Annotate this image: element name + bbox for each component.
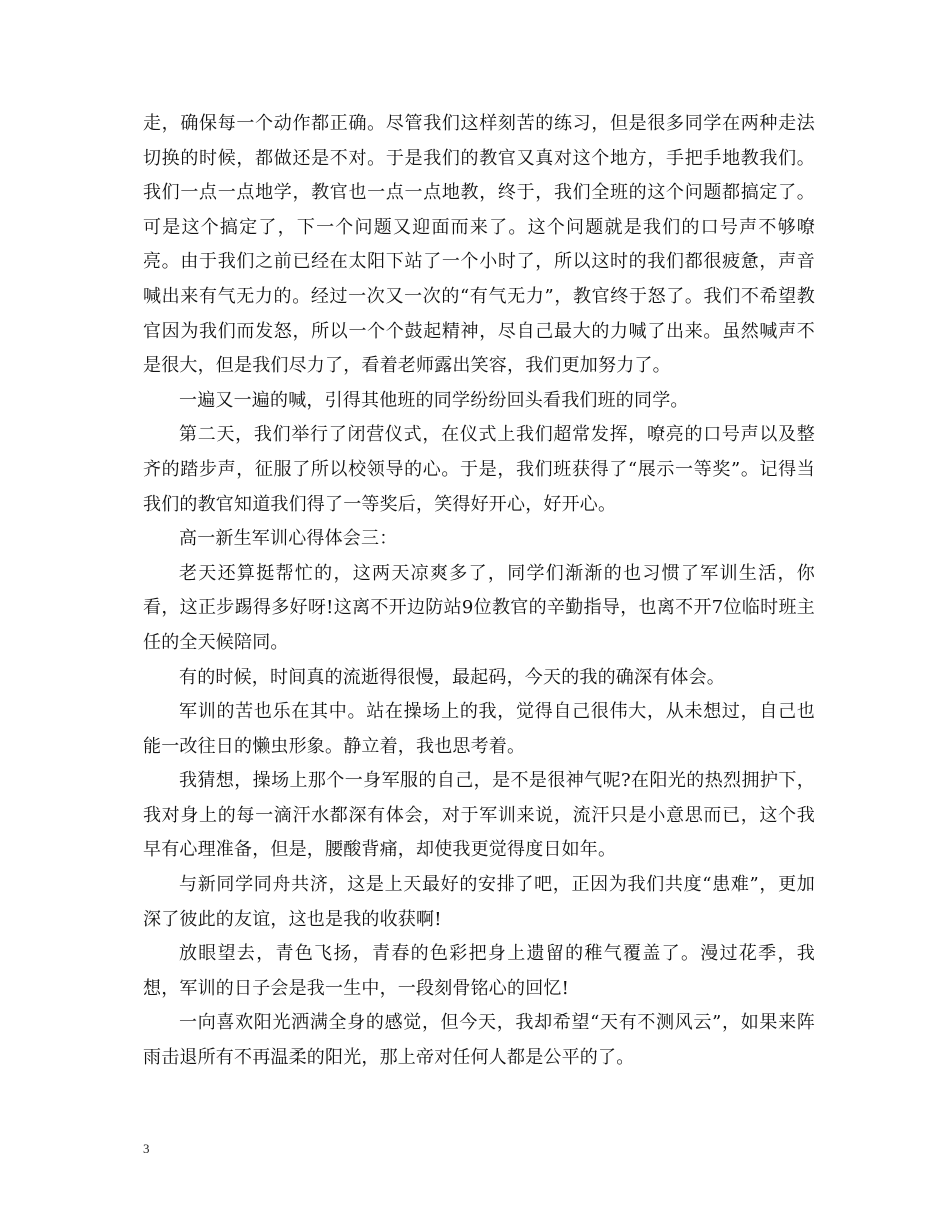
paragraph: 老天还算挺帮忙的，这两天凉爽多了，同学们渐渐的也习惯了军训生活，你看，这正步踢得多好呀!这离不开边防站9位教官的辛勤指导，也离不开7位临时班主任的全天候陪同。	[143, 562, 815, 653]
body-text	[143, 107, 815, 1076]
paragraph: 有的时候，时间真的流逝得很慢，最起码，今天的我的确深有体会。	[179, 666, 725, 688]
page-number: 3	[143, 1141, 150, 1156]
paragraph: 走，确保每一个动作都正确。尽管我们这样刻苦的练习，但是很多同学在两种走法切换的时候，都做还是不对。于是我们的教官又真对这个地方，手把手地教我们。我们一点一点地学，教官也一点一点地教，终于，我们全班的这个问题都搞定了。可是这个搞定了，下一个问题又迎面而来了。这个问题就是我们的口号声不够嘹亮。由于我们之前已经在太阳下站了一个小时了，所以这时的我们都很疲惫，声音喊出来有气无力的。经过一次又一次的“有气无力”，教官终于怒了。我们不希望教官因为我们而发怒，所以一个个鼓起精神，尽自己最大的力喊了出来。虽然喊声不是很大，但是我们尽力了，看着老师露出笑容，我们更加努力了。	[143, 113, 815, 377]
paragraph: 一遍又一遍的喊，引得其他班的同学纷纷回头看我们班的同学。	[179, 389, 689, 411]
paragraph: 与新同学同舟共济，这是上天最好的安排了吧，正因为我们共度“患难”，更加深了彼此的友谊，这也是我的收获啊!	[143, 874, 815, 930]
paragraph: 放眼望去，青色飞扬，青春的色彩把身上遗留的稚气覆盖了。漫过花季，我想，军训的日子会是我一生中，一段刻骨铭心的回忆!	[143, 943, 815, 999]
section-heading: 高一新生军训心得体会三：	[179, 528, 398, 550]
paragraph: 军训的苦也乐在其中。站在操场上的我，觉得自己很伟大，从未想过，自己也能一改往日的懒虫形象。静立着，我也思考着。	[143, 701, 815, 757]
paragraph: 我猜想，操场上那个一身军服的自己，是不是很神气呢?在阳光的热烈拥护下，我对身上的每一滴汗水都深有体会，对于军训来说，流汗只是小意思而已，这个我早有心理准备，但是，腰酸背痛，却使我更觉得度日如年。	[143, 770, 815, 861]
paragraph: 一向喜欢阳光洒满全身的感觉，但今天，我却希望“天有不测风云”，如果来阵雨击退所有不再温柔的阳光，那上帝对任何人都是公平的了。	[143, 1012, 815, 1069]
paragraph: 第二天，我们举行了闭营仪式，在仪式上我们超常发挥，嘹亮的口号声以及整齐的踏步声，征服了所以校领导的心。于是，我们班获得了“展示一等奖”。记得当我们的教官知道我们得了一等奖后，笑得好开心，好开心。	[143, 424, 815, 515]
